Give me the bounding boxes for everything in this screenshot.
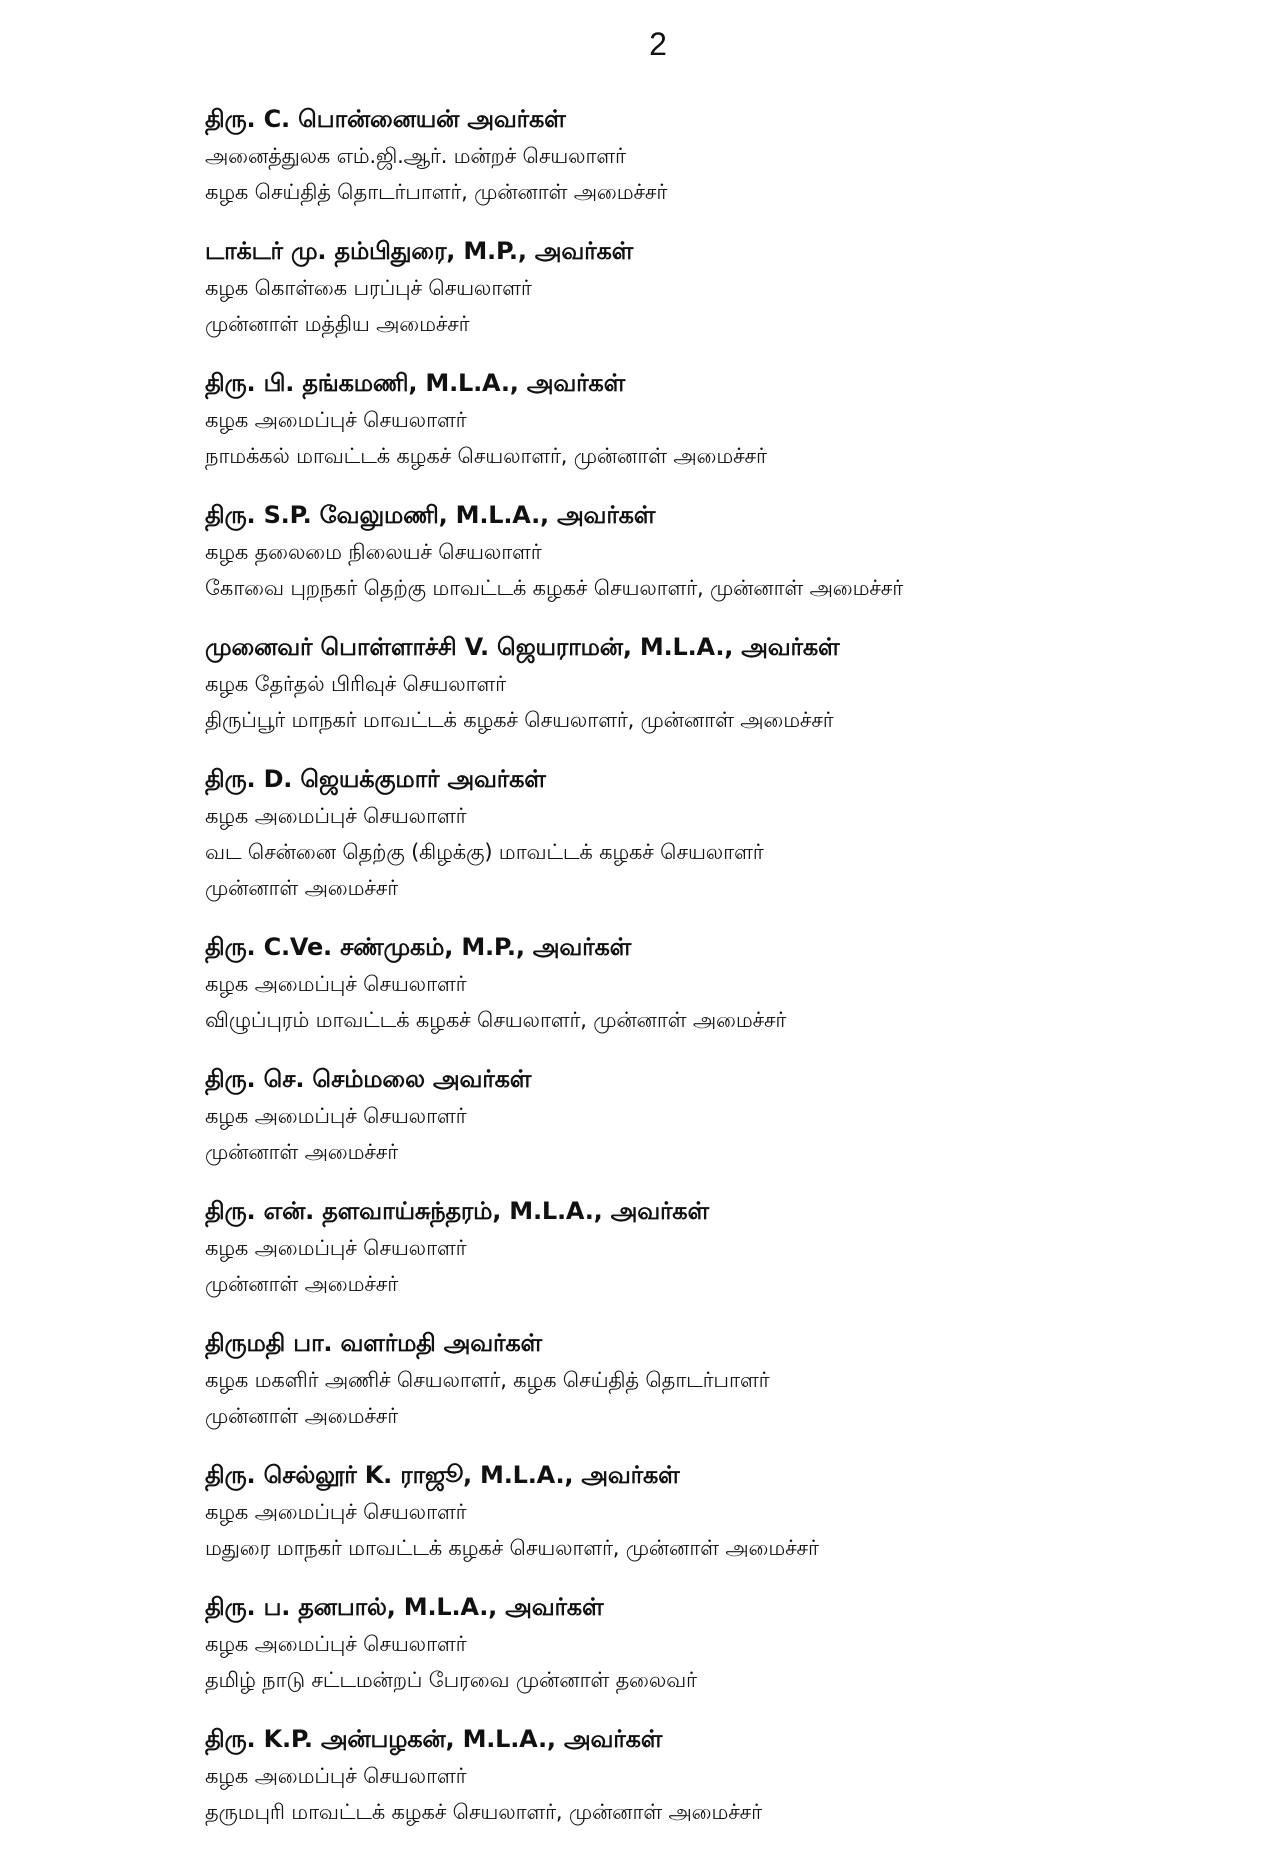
person-designation: கழக தலைமை நிலையச் செயலாளர் bbox=[205, 540, 542, 564]
person-name: முனைவர் பொள்ளாச்சி V. ஜெயராமன், M.L.A., அவர்கள் bbox=[205, 633, 840, 661]
office-bearer-entry bbox=[205, 364, 1245, 496]
person-name: திரு. D. ஜெயக்குமார் அவர்கள் bbox=[205, 765, 546, 793]
office-bearer-entry bbox=[205, 628, 1245, 760]
office-bearer-entry bbox=[205, 1192, 1245, 1324]
person-designation: கழக அமைப்புச் செயலாளர் bbox=[205, 1104, 467, 1128]
office-bearer-entry bbox=[205, 1324, 1245, 1456]
person-designation: திருப்பூர் மாநகர் மாவட்டக் கழகச் செயலாளர், முன்னாள் அமைச்சர் bbox=[205, 708, 834, 732]
office-bearer-entry bbox=[205, 1720, 1245, 1852]
page-number: 2 bbox=[649, 26, 667, 62]
person-name: திரு. பி. தங்கமணி, M.L.A., அவர்கள் bbox=[205, 369, 626, 397]
person-name: திரு. ப. தனபால், M.L.A., அவர்கள் bbox=[205, 1593, 604, 1621]
person-designation: கழக அமைப்புச் செயலாளர் bbox=[205, 1632, 467, 1656]
office-bearer-entry bbox=[205, 496, 1245, 628]
person-designation: முன்னாள் அமைச்சர் bbox=[205, 1272, 398, 1296]
person-name: டாக்டர் மு. தம்பிதுரை, M.P., அவர்கள் bbox=[205, 237, 634, 265]
person-designation: கழக தேர்தல் பிரிவுச் செயலாளர் bbox=[205, 672, 506, 696]
person-name: திரு. செ. செம்மலை அவர்கள் bbox=[205, 1065, 532, 1093]
person-designation: கழக அமைப்புச் செயலாளர் bbox=[205, 972, 467, 996]
person-name: திரு. K.P. அன்பழகன், M.L.A., அவர்கள் bbox=[205, 1725, 663, 1753]
office-bearer-entry bbox=[205, 1060, 1245, 1192]
person-designation: தமிழ் நாடு சட்டமன்றப் பேரவை முன்னாள் தலைவர் bbox=[205, 1668, 697, 1692]
person-designation: மதுரை மாநகர் மாவட்டக் கழகச் செயலாளர், முன்னாள் அமைச்சர் bbox=[205, 1536, 819, 1560]
person-name: திரு. செல்லூர் K. ராஜூ, M.L.A., அவர்கள் bbox=[205, 1461, 680, 1489]
person-name: திரு. என். தளவாய்சுந்தரம், M.L.A., அவர்கள் bbox=[205, 1197, 709, 1225]
office-bearer-entry bbox=[205, 232, 1245, 364]
office-bearer-entry bbox=[205, 100, 1245, 232]
person-designation: கழக அமைப்புச் செயலாளர் bbox=[205, 408, 467, 432]
person-name: திரு. C. பொன்னையன் அவர்கள் bbox=[205, 105, 566, 133]
person-designation: விழுப்புரம் மாவட்டக் கழகச் செயலாளர், முன்னாள் அமைச்சர் bbox=[205, 1008, 787, 1032]
person-name: திரு. S.P. வேலுமணி, M.L.A., அவர்கள் bbox=[205, 501, 656, 529]
person-designation: முன்னாள் அமைச்சர் bbox=[205, 876, 398, 900]
person-designation: கோவை புறநகர் தெற்கு மாவட்டக் கழகச் செயலாளர், முன்னாள் அமைச்சர் bbox=[205, 576, 903, 600]
office-bearer-entry bbox=[205, 1456, 1245, 1588]
person-name: திருமதி பா. வளர்மதி அவர்கள் bbox=[205, 1329, 542, 1357]
office-bearer-list bbox=[205, 100, 1245, 1852]
person-designation: முன்னாள் அமைச்சர் bbox=[205, 1140, 398, 1164]
person-designation: கழக அமைப்புச் செயலாளர் bbox=[205, 1500, 467, 1524]
person-designation: முன்னாள் அமைச்சர் bbox=[205, 1404, 398, 1428]
person-designation: முன்னாள் மத்திய அமைச்சர் bbox=[205, 312, 470, 336]
person-designation: நாமக்கல் மாவட்டக் கழகச் செயலாளர், முன்னாள் அமைச்சர் bbox=[205, 444, 767, 468]
person-designation: அனைத்துலக எம்.ஜி.ஆர். மன்றச் செயலாளர் bbox=[205, 144, 626, 168]
person-designation: தருமபுரி மாவட்டக் கழகச் செயலாளர், முன்னாள் அமைச்சர் bbox=[205, 1800, 762, 1824]
office-bearer-entry bbox=[205, 1588, 1245, 1720]
person-designation: கழக அமைப்புச் செயலாளர் bbox=[205, 1764, 467, 1788]
office-bearer-entry bbox=[205, 928, 1245, 1060]
person-designation: கழக மகளிர் அணிச் செயலாளர், கழக செய்தித் தொடர்பாளர் bbox=[205, 1368, 770, 1392]
person-designation: கழக அமைப்புச் செயலாளர் bbox=[205, 1236, 467, 1260]
office-bearer-entry bbox=[205, 760, 1245, 928]
person-designation: கழக செய்தித் தொடர்பாளர், முன்னாள் அமைச்சர் bbox=[205, 180, 668, 204]
person-designation: கழக அமைப்புச் செயலாளர் bbox=[205, 804, 467, 828]
person-name: திரு. C.Ve. சண்முகம், M.P., அவர்கள் bbox=[205, 933, 632, 961]
person-designation: வட சென்னை தெற்கு (கிழக்கு) மாவட்டக் கழகச் செயலாளர் bbox=[205, 840, 764, 864]
person-designation: கழக கொள்கை பரப்புச் செயலாளர் bbox=[205, 276, 532, 300]
